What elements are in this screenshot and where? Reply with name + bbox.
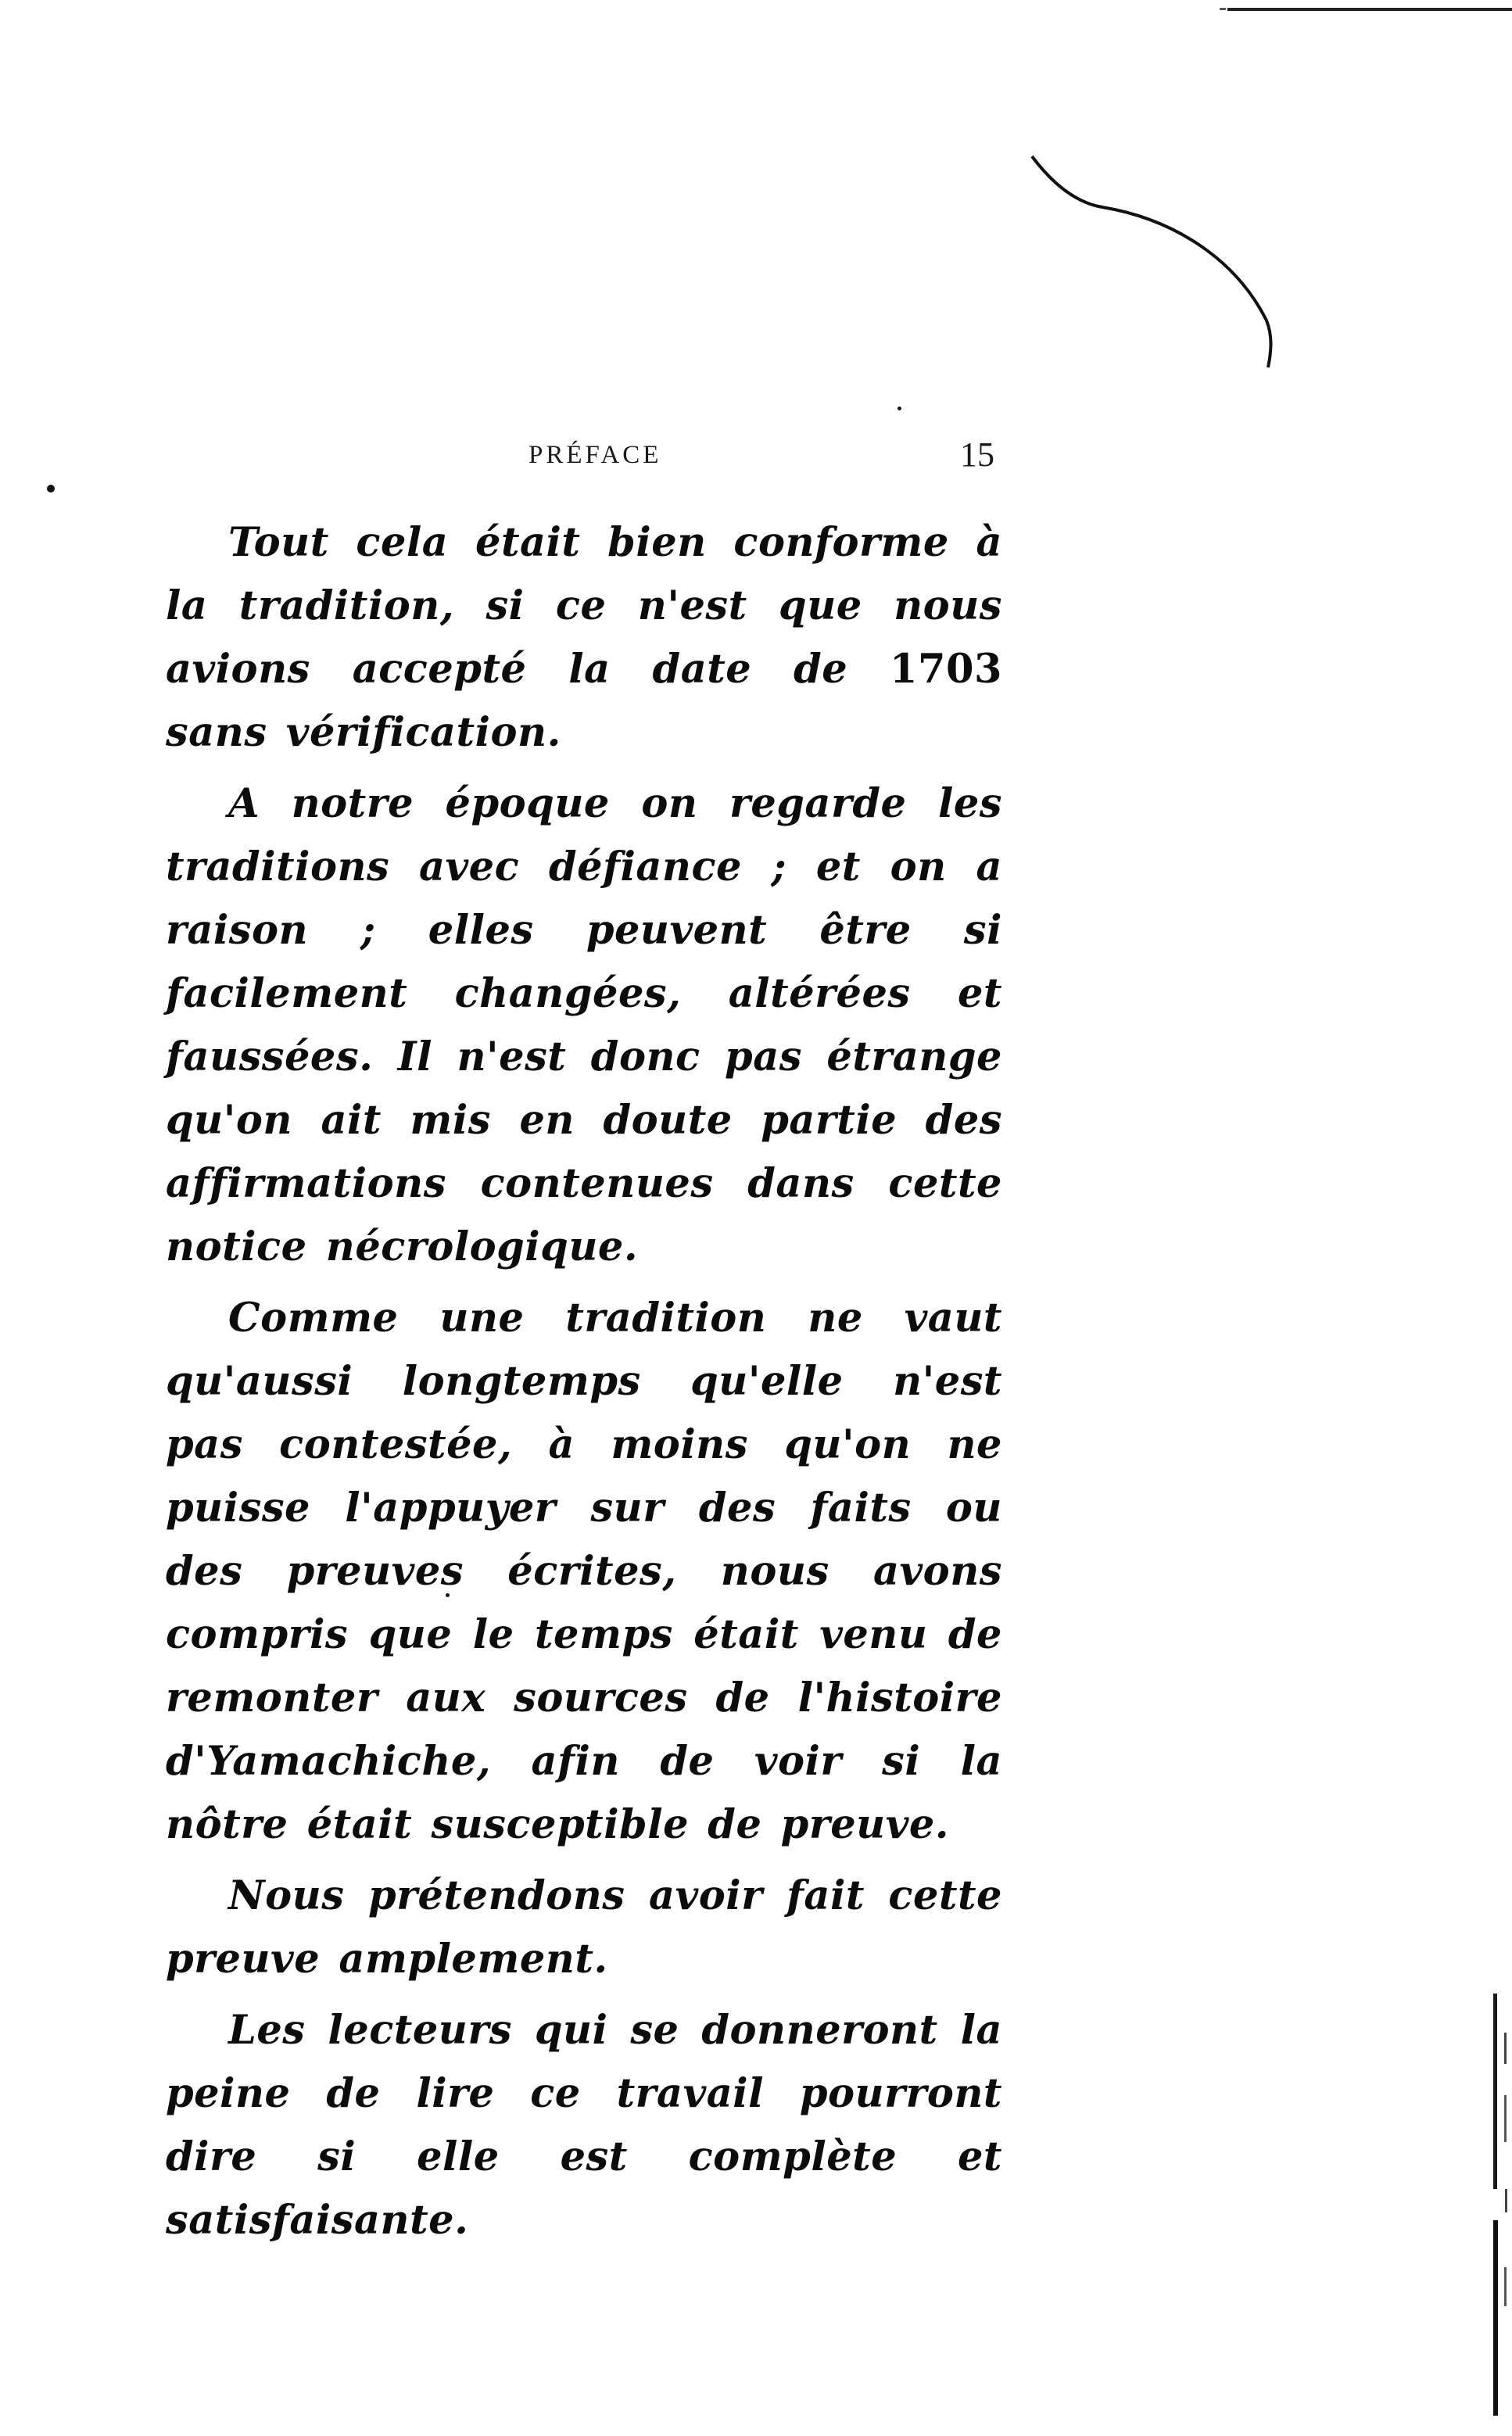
running-title: PRÉFACE bbox=[528, 441, 662, 469]
scan-rule-top bbox=[1227, 8, 1512, 11]
paragraph-text: sans vérification. bbox=[166, 709, 561, 756]
page-number: 15 bbox=[960, 435, 994, 474]
binding-edge-mark bbox=[1492, 1986, 1512, 2423]
scan-speck bbox=[47, 485, 55, 493]
paragraph: Nous prétendons avoir fait cette preuve amplement. bbox=[166, 1872, 1002, 1983]
running-header bbox=[0, 435, 1512, 480]
scan-mark-dash bbox=[1220, 8, 1226, 10]
paragraph bbox=[166, 511, 1002, 765]
corner-fold-mark bbox=[1024, 141, 1290, 375]
paragraph-text: Tout cela était bien conforme à la tradition, si ce n'est que nous avions accepté la date de bbox=[166, 519, 1002, 693]
paragraph: Les lecteurs qui se donneront la peine de lire ce travail pourront dire si elle est complète et satisfaisante. bbox=[166, 2007, 1002, 2244]
year-number: 1703 bbox=[890, 646, 1002, 693]
paragraph: A notre époque on regarde les traditions avec défiance ; et on a raison ; elles peuvent être si facilement changées, altérées et faussées. Il n'est donc pas étrange qu'on ait mis en doute partie des affirmations contenues dans cette notice nécrologique. bbox=[166, 780, 1002, 1270]
body-text bbox=[166, 511, 1002, 2260]
scan-speck bbox=[898, 407, 901, 410]
paragraph: Comme une tradition ne vaut qu'aussi longtemps qu'elle n'est pas contestée, à moins qu'on ne puisse l'appuyer sur des faits ou des preuves écrites, nous avons compris que le temps était venu de remonter aux sources de l'histoire d'Yamachiche, afin de voir si la nôtre était susceptible de preuve. bbox=[166, 1295, 1002, 1848]
